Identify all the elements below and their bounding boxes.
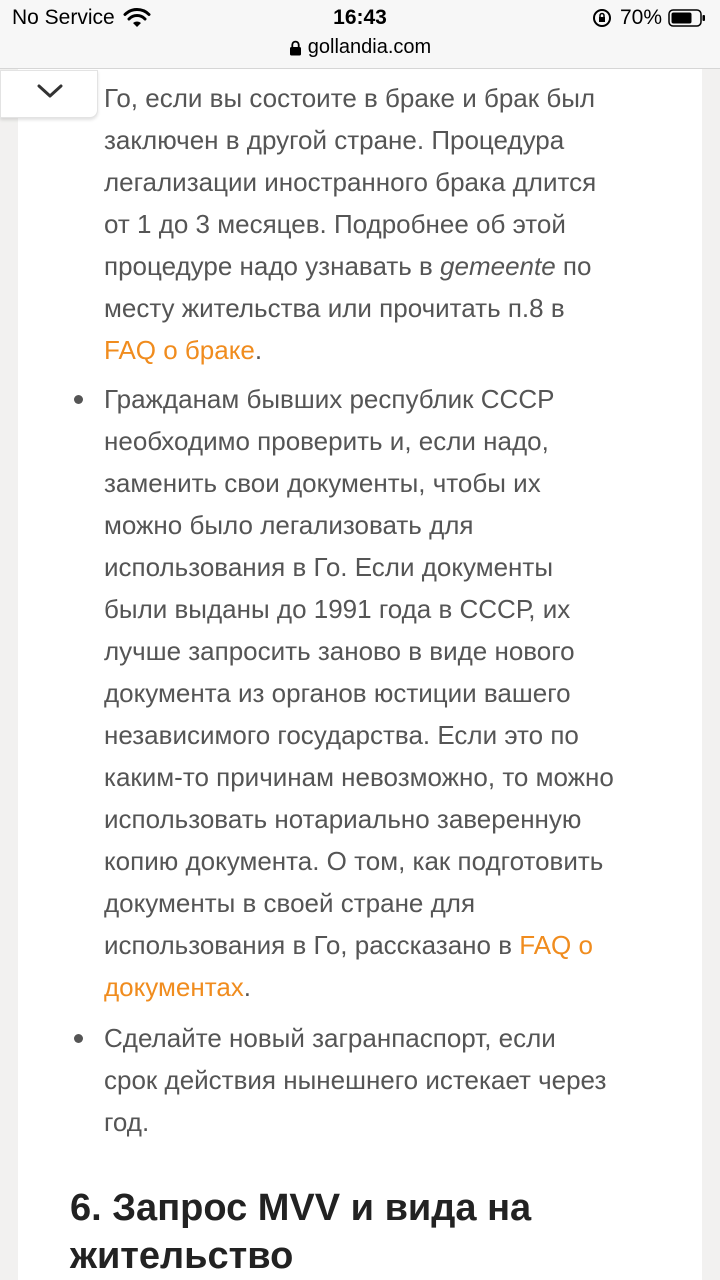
text-line: каким-то причинам невозможно, то можно	[104, 762, 614, 792]
rotation-lock-icon	[592, 8, 612, 28]
text-line: заменить свои документы, чтобы их	[104, 468, 541, 498]
text-line: легализации иностранного брака длится	[104, 167, 597, 197]
text-fragment: использования в Го, рассказано в	[104, 930, 520, 960]
text-line: лучше запросить заново в виде нового	[104, 636, 575, 666]
text-line	[104, 245, 664, 287]
collapse-toggle-button[interactable]	[0, 70, 98, 118]
text-line: от 1 до 3 месяцев. Подробнее об этой	[104, 209, 566, 239]
text-line	[104, 966, 664, 1008]
bullet-point	[74, 1034, 83, 1043]
padlock-icon	[289, 40, 302, 56]
text-fragment: процедуре надо узнавать в	[104, 251, 441, 281]
emphasis-gemeente: gemeente	[440, 251, 556, 281]
text-fragment: по	[555, 251, 592, 281]
address-bar[interactable]	[0, 36, 720, 69]
text-line: Сделайте новый загранпаспорт, если	[104, 1023, 556, 1053]
bullet-point	[74, 395, 83, 404]
faq-marriage-link[interactable]: FAQ о браке	[104, 335, 255, 365]
faq-documents-link[interactable]: FAQ о	[519, 930, 593, 960]
text-line: можно было легализовать для	[104, 510, 474, 540]
text-line: заключен в другой стране. Процедура	[104, 125, 565, 155]
url-display[interactable]	[289, 36, 431, 59]
text-line: год.	[104, 1107, 150, 1137]
carrier-label: No Service	[12, 6, 115, 29]
text-line: копию документа. О том, как подготовить	[104, 846, 604, 876]
section-heading	[70, 1184, 690, 1280]
status-bar	[0, 0, 720, 36]
text-line: документы в своей стране для	[104, 888, 476, 918]
text-line: срок действия нынешнего истекает через	[104, 1065, 607, 1095]
text-line: Гражданам бывших республик СССР	[104, 384, 555, 414]
list-item-passport	[104, 1017, 664, 1143]
heading-line: жительство	[70, 1235, 294, 1277]
text-line: Го, если вы состоите в браке и брак был	[104, 83, 596, 113]
battery-percent: 70%	[619, 6, 662, 29]
text-line: месту жительства или прочитать п.8 в	[104, 293, 565, 323]
status-time: 16:43	[333, 6, 387, 29]
text-line	[104, 329, 664, 371]
text-line: использования в Го. Если документы	[104, 552, 554, 582]
paragraph-continuation	[104, 77, 664, 371]
text-fragment: .	[243, 972, 252, 1002]
list-item-documents	[104, 378, 664, 1008]
text-line: были выданы до 1991 года в СССР, их	[104, 594, 571, 624]
heading-line: 6. Запрос MVV и вида на	[70, 1187, 532, 1229]
text-fragment: .	[254, 335, 263, 365]
text-line: независимого государства. Если это по	[104, 720, 579, 750]
status-right	[592, 6, 706, 30]
text-line: использовать нотариально заверенную	[104, 804, 582, 834]
faq-documents-link-cont[interactable]: документах	[104, 972, 244, 1002]
text-line	[104, 924, 664, 966]
text-line: документа из органов юстиции вашего	[104, 678, 571, 708]
text-line: необходимо проверить и, если надо,	[104, 426, 549, 456]
battery-icon	[668, 9, 706, 27]
chevron-down-icon	[37, 83, 63, 99]
url-domain: gollandia.com	[307, 36, 432, 58]
